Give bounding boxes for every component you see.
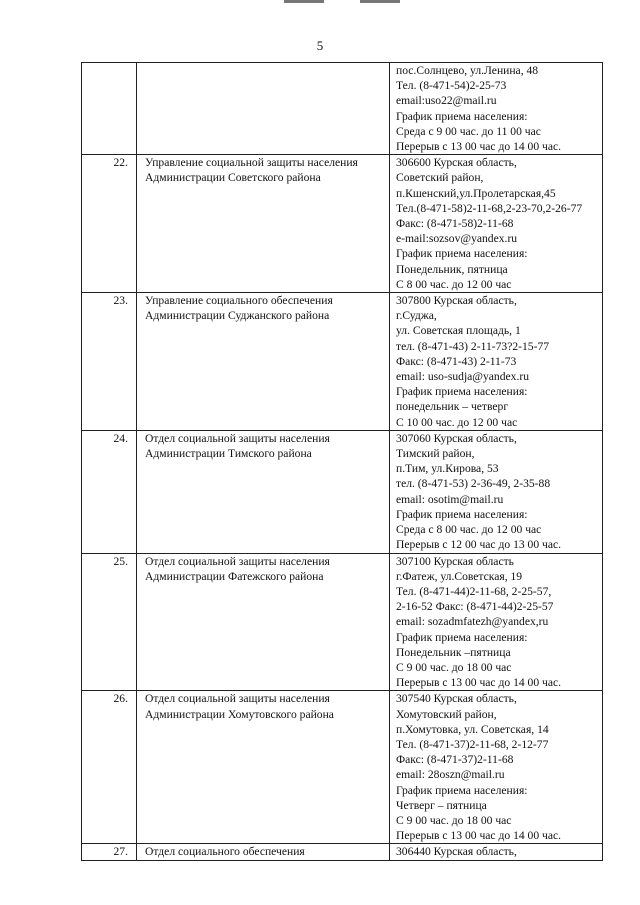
contact-line: ул. Советская площадь, 1: [396, 324, 521, 338]
contact-line: тел. (8-471-43) 2-11-73?2-15-77: [396, 339, 550, 353]
organization-name: Отдел социальной защиты населения Администрации Фатежского района: [137, 553, 390, 691]
contact-line: г.Суджа,: [396, 309, 437, 323]
contact-line: Перерыв с 13 00 час до 14 00 час.: [396, 140, 562, 154]
row-number: 23.: [82, 293, 137, 431]
contact-line: Тимский район,: [396, 447, 475, 461]
row-number: 24.: [82, 430, 137, 553]
contact-line: 307060 Курская область,: [396, 431, 517, 445]
contact-line: График приема населения:: [396, 109, 528, 123]
contact-line: График приема населения:: [396, 247, 528, 261]
contact-line: Тел. (8-471-37)2-11-68, 2-12-77: [396, 737, 549, 751]
contact-line: 306600 Курская область,: [396, 156, 517, 170]
contact-line: Тел. (8-471-54)2-25-73: [396, 79, 507, 93]
contact-line: Советский район,: [396, 171, 484, 185]
table-row: [82, 844, 603, 860]
contact-info: [390, 553, 603, 691]
table-row: [82, 293, 603, 431]
contact-line: Четверг – пятница: [396, 798, 487, 812]
contact-line: email: sozadmfatezh@yandex,ru: [396, 615, 549, 629]
table-row: [82, 63, 603, 155]
contact-line: п.Тим, ул.Кирова, 53: [396, 462, 499, 476]
table-row: [82, 155, 603, 293]
contact-line: Факс: (8-471-37)2-11-68: [396, 753, 514, 767]
contact-line: email: osotim@mail.ru: [396, 492, 504, 506]
contact-line: Перерыв с 13 00 час до 14 00 час.: [396, 829, 562, 843]
contact-line: email:uso22@mail.ru: [396, 94, 497, 108]
contact-line: п.Кшенский,ул.Пролетарская,45: [396, 186, 556, 200]
contact-line: Среда с 8 00 час. до 12 00 час: [396, 523, 542, 537]
contact-line: 306440 Курская область,: [396, 845, 517, 859]
row-number: [82, 63, 137, 155]
contacts-table: [81, 62, 603, 861]
contact-line: email: 28oszn@mail.ru: [396, 768, 505, 782]
contact-line: п.Хомутовка, ул. Советская, 14: [396, 722, 549, 736]
contact-line: 307540 Курская область,: [396, 692, 517, 706]
row-number: 22.: [82, 155, 137, 293]
organization-name: Отдел социальной защиты населения Администрации Тимского района: [137, 430, 390, 553]
contact-info: [390, 63, 603, 155]
contact-line: Понедельник –пятница: [396, 645, 511, 659]
table-row: [82, 430, 603, 553]
contact-line: Понедельник, пятница: [396, 262, 508, 276]
contact-line: 307800 Курская область,: [396, 294, 517, 308]
contact-line: Тел. (8-471-44)2-11-68, 2-25-57,: [396, 584, 552, 598]
contact-line: Тел.(8-471-58)2-11-68,2-23-70,2-26-77: [396, 201, 583, 215]
contact-line: Факс: (8-471-43) 2-11-73: [396, 354, 517, 368]
page-number: 5: [316, 38, 324, 53]
contact-line: График приема населения:: [396, 783, 528, 797]
contact-line: График приема населения:: [396, 507, 528, 521]
table-row: [82, 691, 603, 844]
contact-line: Хомутовский район,: [396, 707, 497, 721]
contact-line: Перерыв с 12 00 час до 13 00 час.: [396, 538, 562, 552]
contact-line: График приема населения:: [396, 385, 528, 399]
row-number: 27.: [82, 844, 137, 860]
contact-info: [390, 293, 603, 431]
row-number: 26.: [82, 691, 137, 844]
contact-line: С 8 00 час. до 12 00 час: [396, 277, 512, 291]
organization-name: Отдел социального обеспечения: [137, 844, 390, 860]
row-number: 25.: [82, 553, 137, 691]
contact-line: понедельник – четверг: [396, 400, 509, 414]
contact-line: Среда с 9 00 час. до 11 00 час: [396, 124, 541, 138]
contact-line: С 10 00 час. до 12 00 час: [396, 415, 518, 429]
contact-line: email: uso-sudja@yandex.ru: [396, 370, 530, 384]
contact-line: Перерыв с 13 00 час до 14 00 час.: [396, 676, 562, 690]
contact-line: e-mail:sozsov@yandex.ru: [396, 232, 518, 246]
contact-line: С 9 00 час. до 18 00 час: [396, 813, 512, 827]
contact-line: График приема населения:: [396, 630, 528, 644]
contact-info: [390, 691, 603, 844]
contact-line: пос.Солнцево, ул.Ленина, 48: [396, 64, 539, 77]
organization-name: Отдел социальной защиты населения Администрации Хомутовского района: [137, 691, 390, 844]
organization-name: Управление социального обеспечения Администрации Суджанского района: [137, 293, 390, 431]
contact-line: С 9 00 час. до 18 00 час: [396, 660, 512, 674]
contact-line: тел. (8-471-53) 2-36-49, 2-35-88: [396, 477, 551, 491]
contact-info: [390, 155, 603, 293]
contact-line: Факс: (8-471-58)2-11-68: [396, 217, 514, 231]
contact-line: 307100 Курская область: [396, 554, 514, 568]
contact-info: [390, 844, 603, 860]
scan-artifact: [262, 0, 412, 6]
table-row: [82, 553, 603, 691]
contact-line: г.Фатеж, ул.Советская, 19: [396, 569, 523, 583]
contact-info: [390, 430, 603, 553]
organization-name: [137, 63, 390, 155]
organization-name: Управление социальной защиты населения Администрации Советского района: [137, 155, 390, 293]
contact-line: 2-16-52 Факс: (8-471-44)2-25-57: [396, 600, 554, 614]
